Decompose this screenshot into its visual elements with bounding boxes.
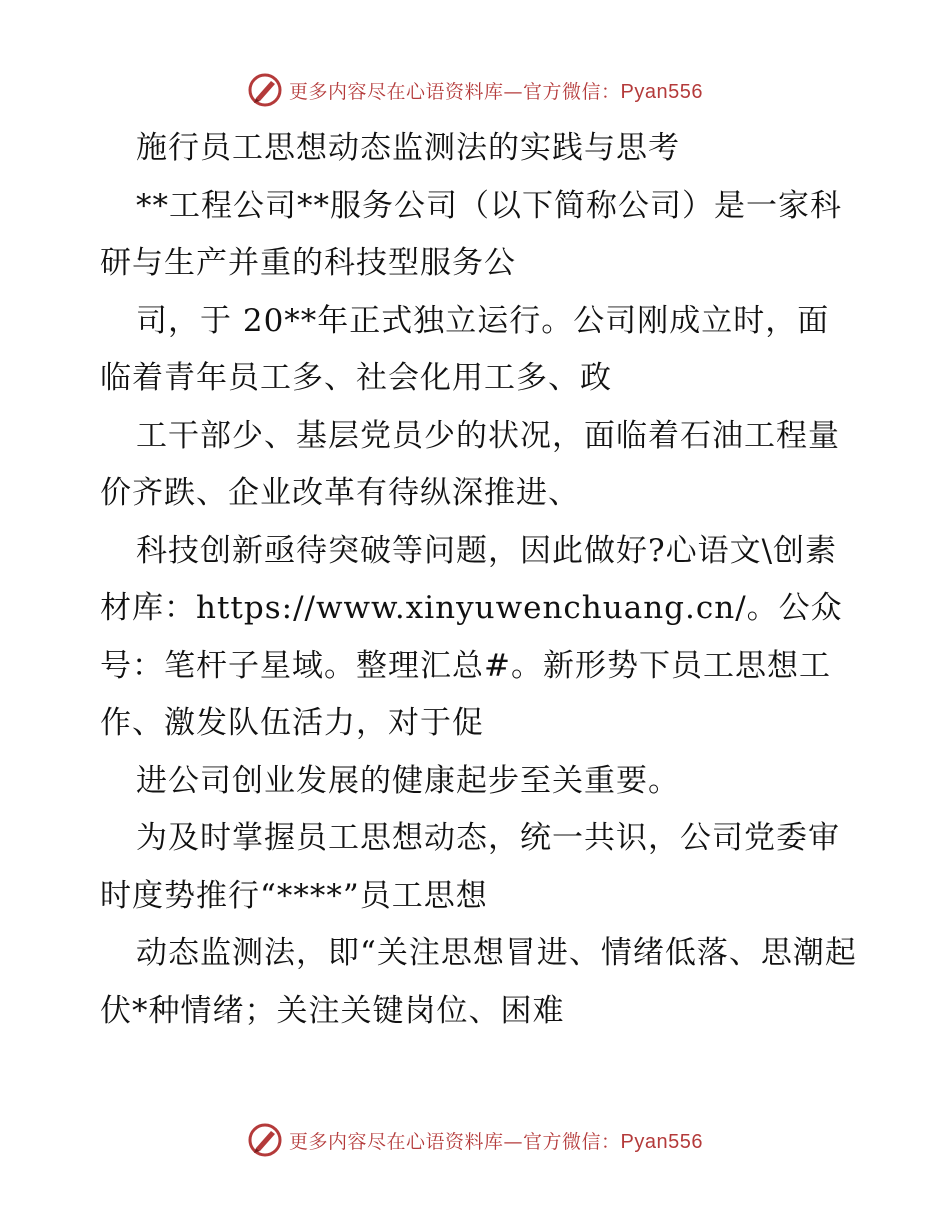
brush-pen-logo-icon	[247, 1122, 283, 1158]
document-body	[100, 120, 860, 1040]
paragraph: 科技创新亟待突破等问题，因此做好?心语文\创素材库：https://www.xinyuwenchuang.cn/。公众号：笔杆子星域。整理汇总#。新形势下员工思想工作、激发队伍活力，对于促	[100, 532, 843, 741]
banner-wechat-id: Pyan556	[620, 80, 703, 103]
paragraph: 工干部少、基层党员少的状况，面临着石油工程量价齐跌、企业改革有待纵深推进、	[100, 417, 840, 511]
paragraph: 动态监测法，即“关注思想冒进、情绪低落、思潮起伏*种情绪；关注关键岗位、困难	[100, 935, 857, 1029]
banner-text	[289, 77, 703, 104]
banner-main-text: 更多内容尽在心语资料库—官方微信：	[289, 1130, 621, 1153]
brush-pen-logo-icon	[247, 72, 283, 108]
header-banner	[0, 72, 950, 108]
banner-text	[289, 1127, 703, 1154]
paragraph: **工程公司**服务公司（以下简称公司）是一家科研与生产并重的科技型服务公	[100, 187, 842, 281]
footer-banner	[0, 1122, 950, 1158]
banner-main-text: 更多内容尽在心语资料库—官方微信：	[289, 80, 621, 103]
paragraph: 为及时掌握员工思想动态，统一共识，公司党委审时度势推行“****”员工思想	[100, 820, 840, 914]
paragraph: 进公司创业发展的健康起步至关重要。	[136, 762, 680, 799]
document-title: 施行员工思想动态监测法的实践与思考	[136, 130, 680, 166]
paragraph: 司，于 20**年正式独立运行。公司刚成立时，面临着青年员工多、社会化用工多、政	[100, 302, 830, 396]
banner-wechat-id: Pyan556	[620, 1130, 703, 1153]
